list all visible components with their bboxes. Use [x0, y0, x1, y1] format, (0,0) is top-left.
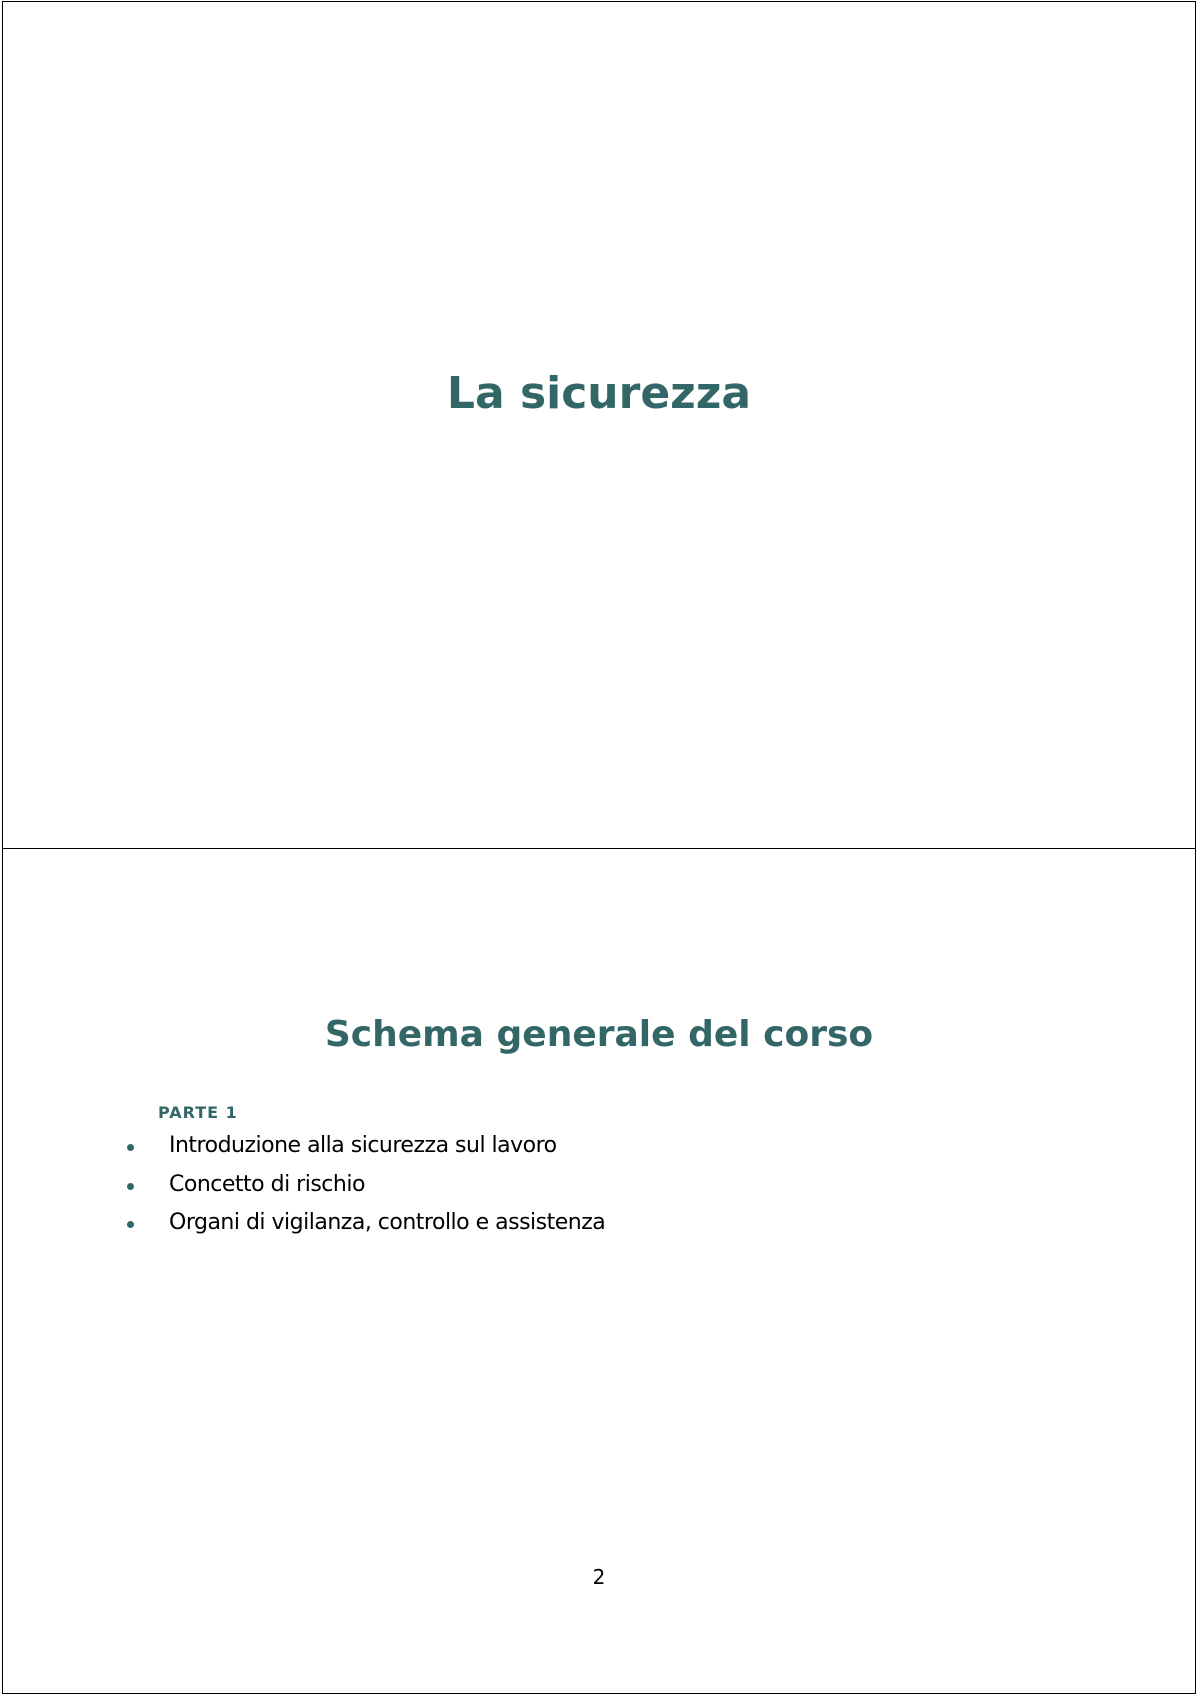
slide-2	[2, 848, 1196, 1694]
bullet-icon	[127, 1221, 134, 1228]
bullet-icon	[127, 1183, 134, 1190]
list-item-text: Concetto di rischio	[169, 1171, 365, 1197]
page-number: 2	[592, 1565, 606, 1589]
section-label: PARTE 1	[158, 1103, 238, 1122]
list-item-text: Organi di vigilanza, controllo e assistenza	[169, 1210, 606, 1235]
slide-title: La sicurezza	[446, 368, 752, 419]
slide-title: Schema generale del corso	[324, 1014, 874, 1055]
slide-1	[2, 1, 1196, 849]
list-item-text: Introduzione alla sicurezza sul lavoro	[169, 1133, 557, 1158]
bullet-icon	[127, 1144, 134, 1151]
